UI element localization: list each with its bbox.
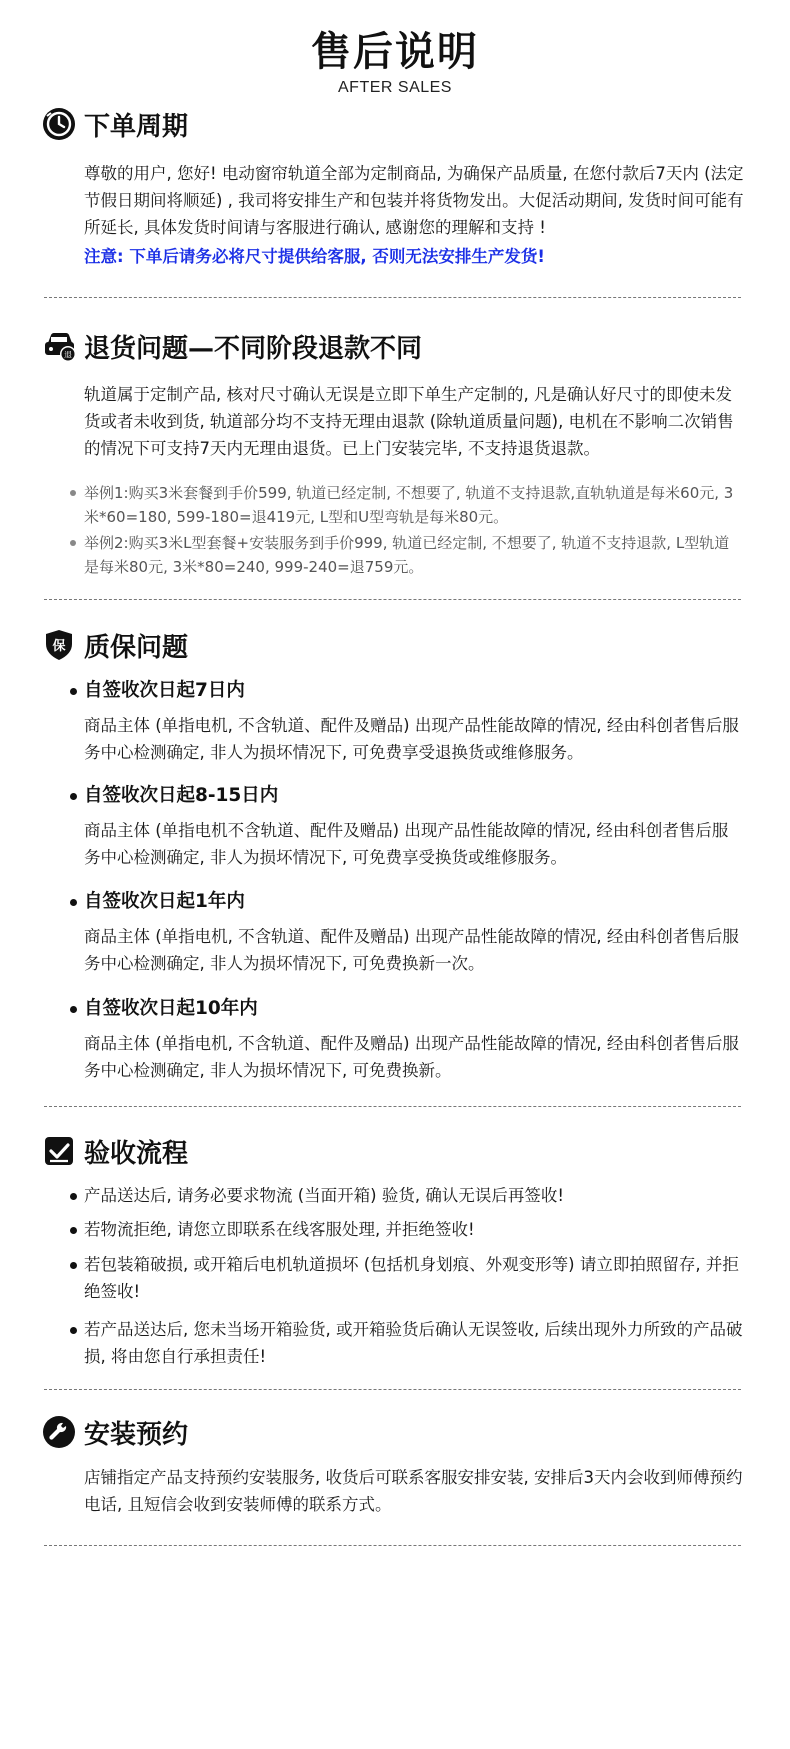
section-divider [44,297,741,298]
list-item [84,481,744,529]
example-text: 举例1:购买3米套餐到手价599, 轨道已经定制, 不想要了, 轨道不支持退款,直轨轨道是每米60元, 3米*60=180, 599-180=退419元, L型和U型弯轨是每米80元。 [84,484,734,526]
section-divider [44,599,741,600]
section-divider [44,1389,741,1390]
list-item [84,1316,744,1370]
warranty-heading [84,783,744,809]
bullet-dot [70,1327,77,1334]
bullet-dot [70,688,77,695]
bullet-dot [70,540,76,546]
bullet-dot [70,1227,77,1234]
example-text: 举例2:购买3米L型套餐+安装服务到手价999, 轨道已经定制, 不想要了, 轨道不支持退款, L型轨道是每米80元, 3米*80=240, 999-240=退759元。 [84,534,730,576]
bullet-dot [70,793,77,800]
section-title: 质保问题 [84,632,189,663]
warranty-heading [84,889,744,915]
section-header-warranty [42,627,188,663]
section-header-inspection [42,1133,188,1169]
shield-icon [42,628,76,662]
section-title: 验收流程 [84,1138,189,1169]
svg-text:保: 保 [52,639,66,654]
section-title: 退货问题—不同阶段退款不同 [84,333,423,364]
bullet-dot [70,899,77,906]
section-header-installation [42,1414,188,1450]
wrench-icon [42,1415,76,1449]
page-subtitle: AFTER SALES [338,79,452,96]
section-divider [44,1106,741,1107]
warranty-text: 商品主体 (单指电机, 不含轨道、配件及赠品) 出现产品性能故障的情况, 经由科创者售后服务中心检测确定, 非人为损坏情况下, 可免费享受退换货或维修服务。 [84,716,739,762]
bullet-dot [70,1006,77,1013]
order-cycle-text: 尊敬的用户, 您好! 电动窗帘轨道全部为定制商品, 为确保产品质量, 在您付款后7天内 (法定节假日期间将顺延) , 我司将安排生产和包装并将货物发出。大促活动期间, 发货时间可能有所延长, 具体发货时间请与客服进行确认, 感谢您的理解和支持 ! [84,164,744,237]
inspection-text: 产品送达后, 请务必要求物流 (当面开箱) 验货, 确认无误后再签收! [84,1186,564,1205]
warranty-heading [84,678,744,704]
list-item [84,1251,744,1305]
page-title: 售后说明 [311,29,479,75]
warranty-heading-text: 自签收次日起1年内 [84,891,245,912]
bullet-dot [70,1193,77,1200]
list-item [84,1216,744,1243]
checkbox-icon [42,1134,76,1168]
bullet-dot [70,1262,77,1269]
return-car-icon [42,329,76,363]
warranty-heading-text: 自签收次日起8-15日内 [84,785,279,806]
list-item [84,531,744,579]
inspection-text: 若包装箱破损, 或开箱后电机轨道损坏 (包括机身划痕、外观变形等) 请立即拍照留存, 并拒绝签收! [84,1255,739,1301]
list-item [84,1182,744,1209]
clock-icon [42,107,76,141]
section-header-returns [42,328,422,364]
inspection-text: 若产品送达后, 您未当场开箱验货, 或开箱验货后确认无误签收, 后续出现外力所致的产品破损, 将由您自行承担责任! [84,1320,743,1366]
warranty-text: 商品主体 (单指电机, 不含轨道、配件及赠品) 出现产品性能故障的情况, 经由科创者售后服务中心检测确定, 非人为损坏情况下, 可免费换新。 [84,1034,739,1080]
section-divider [44,1545,741,1546]
warranty-heading-text: 自签收次日起7日内 [84,680,245,701]
svg-text:退: 退 [64,350,72,360]
bullet-dot [70,490,76,496]
section-title: 安装预约 [84,1419,189,1450]
returns-text: 轨道属于定制产品, 核对尺寸确认无误是立即下单生产定制的, 凡是确认好尺寸的即使未发货或者未收到货, 轨道部分均不支持无理由退款 (除轨道质量问题), 电机在不影响二次销售的情况下可支持7天内无理由退货。已上门安装完毕, 不支持退货退款。 [84,385,734,458]
warranty-heading [84,996,744,1022]
warranty-text: 商品主体 (单指电机, 不含轨道、配件及赠品) 出现产品性能故障的情况, 经由科创者售后服务中心检测确定, 非人为损坏情况下, 可免费换新一次。 [84,927,739,973]
installation-text: 店铺指定产品支持预约安装服务, 收货后可联系客服安排安装, 安排后3天内会收到师傅预约电话, 且短信会收到安装师傅的联系方式。 [84,1468,743,1514]
order-notice: 注意: 下单后请务必将尺寸提供给客服, 否则无法安排生产发货! [84,247,545,266]
inspection-text: 若物流拒绝, 请您立即联系在线客服处理, 并拒绝签收! [84,1220,475,1239]
section-header-order-cycle [42,106,188,142]
warranty-text: 商品主体 (单指电机不含轨道、配件及赠品) 出现产品性能故障的情况, 经由科创者售后服务中心检测确定, 非人为损坏情况下, 可免费享受换货或维修服务。 [84,821,729,867]
section-title: 下单周期 [84,111,189,142]
warranty-heading-text: 自签收次日起10年内 [84,998,258,1019]
